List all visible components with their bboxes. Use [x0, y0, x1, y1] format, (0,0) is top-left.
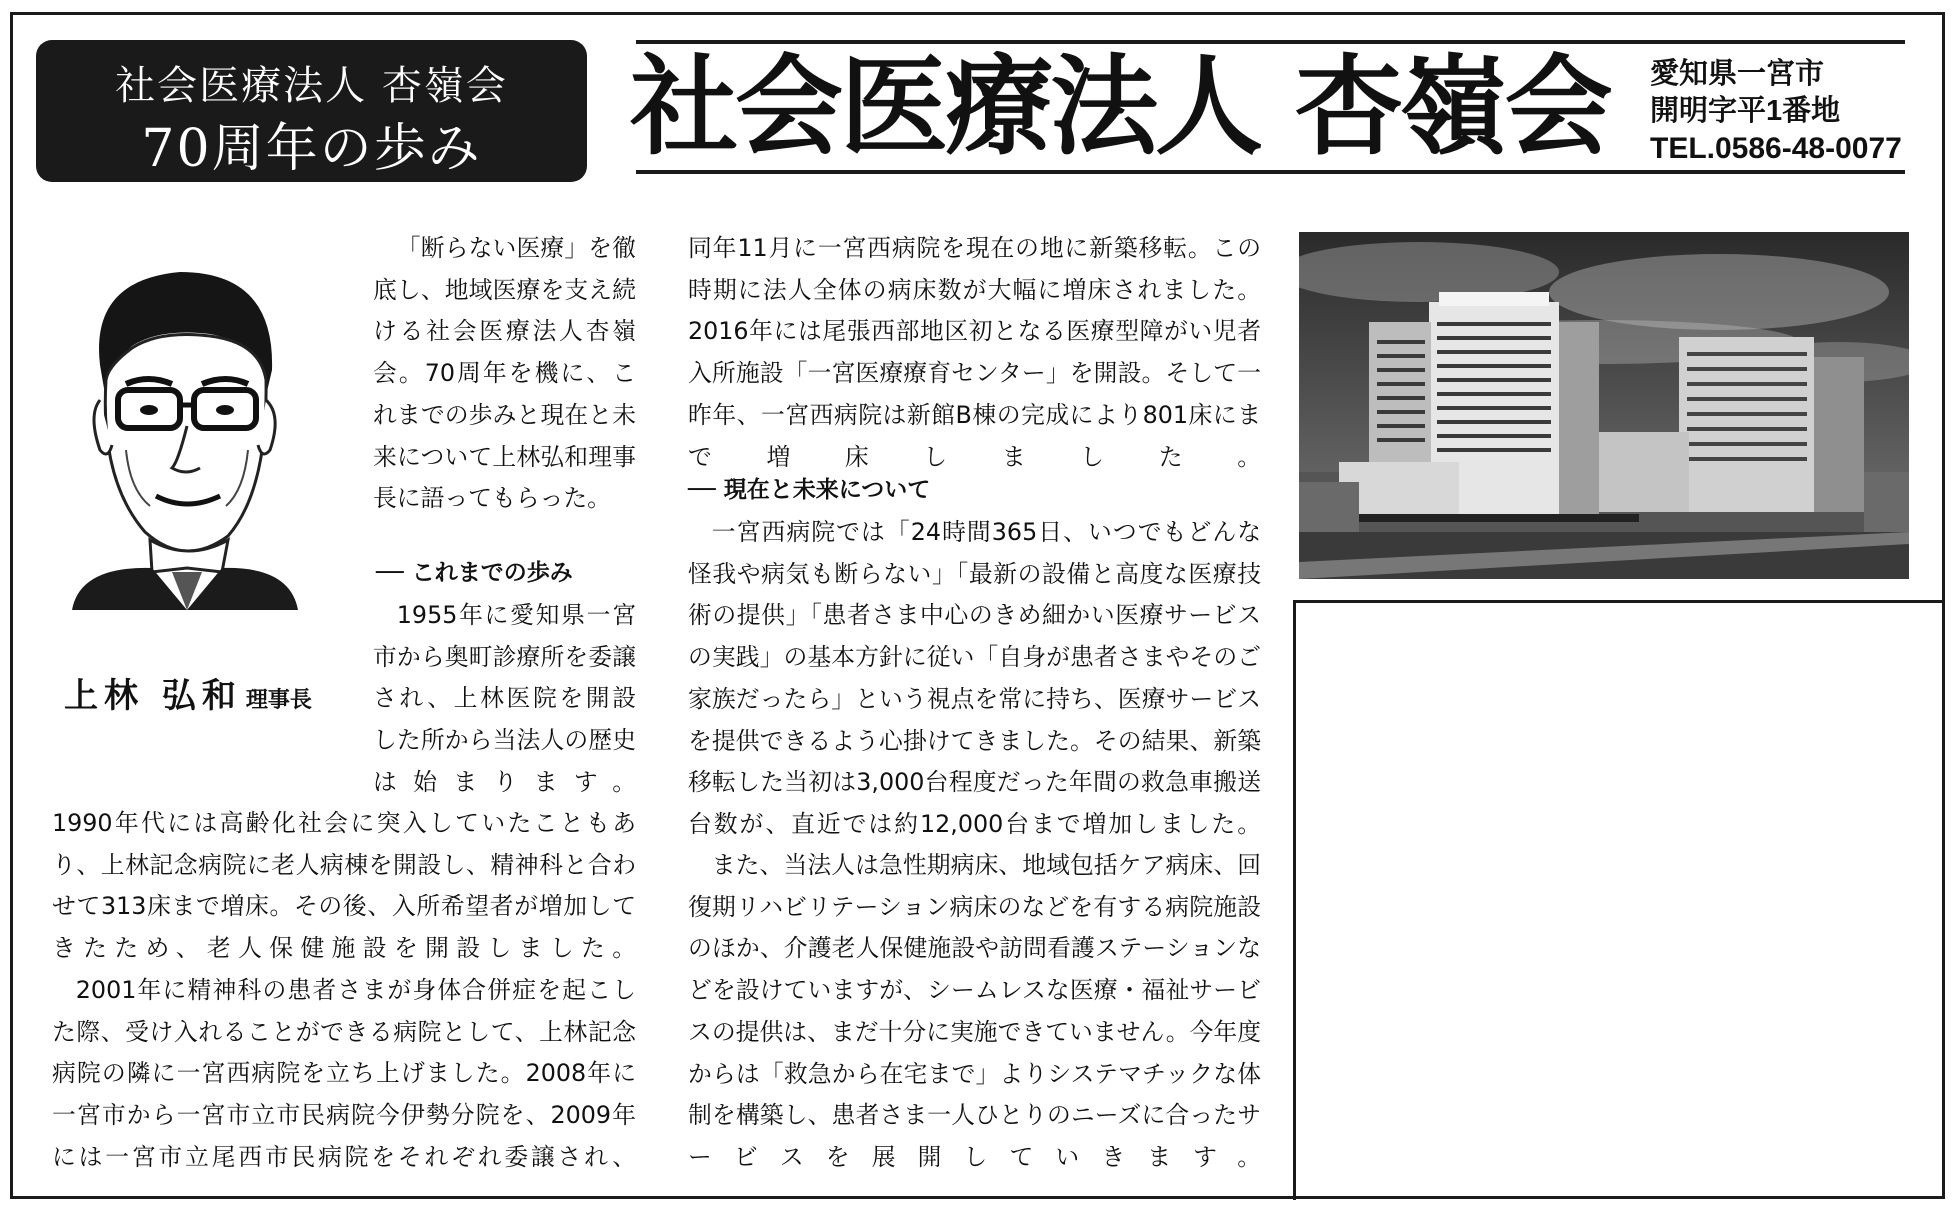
masthead-title: 社会医療法人 杏嶺会	[630, 45, 1610, 170]
subhead-present-future: ── 現在と未来について	[688, 477, 931, 503]
person-name: 上林 弘和	[64, 676, 242, 716]
intro-paragraph: 「断らない医療」を徹底し、地域医療を支え続ける社会医療法人杏嶺会。70周年を機に、これまでの歩みと現在と未来について上林弘和理事長に語ってもらった。	[373, 234, 636, 513]
history-paragraph-continued: 同年11月に一宮西病院を現在の地に新築移転。この時期に法人全体の病床数が大幅に増床されました。2016年には尾張西部地区初となる医療型障がい児者入所施設「一宮医療療育センター」を開設。そして一昨年、一宮西病院は新館B棟の完成により801床にまで増床しました。	[688, 234, 1261, 471]
badge-organization: 社会医療法人 杏嶺会	[115, 63, 508, 109]
masthead-address	[1650, 56, 1910, 167]
anniversary-badge	[36, 40, 587, 182]
column-divider	[1293, 600, 1296, 1200]
hospital-photo	[1299, 232, 1909, 579]
present-paragraph-2: また、当法人は急性期病床、地域包括ケア病床、回復期リハビリテーション病床のなどを有する病院施設のほか、介護老人保健施設や訪問看護ステーションなどを設けていますが、シームレスな医療・福祉サービスの提供は、まだ十分に実施できていません。今年度からは「救急から在宅まで」よりシステマチックな体制を構築し、患者さま一人ひとりのニーズに合ったサービスを展開していきます。	[688, 851, 1261, 1171]
person-name-block	[64, 668, 312, 717]
person-title: 理事長	[245, 688, 312, 713]
address-line-1: 愛知県一宮市	[1650, 58, 1825, 90]
badge-anniversary: 70周年の歩み	[141, 119, 482, 179]
photo-frame-rule	[1295, 600, 1945, 603]
present-paragraph-1: 一宮西病院では「24時間365日、いつでもどんな怪我や病気も断らない」「最新の設備と高度な医療技術の提供」「患者さま中心のきめ細かい医療サービスの実践」の基本方針に従い「自身が患者さまやそのご家族だったら」という視点を常に持ち、医療サービスを提供できるよう心掛けてきました。その結果、新築移転した当初は3,000台程度だった年間の救急車搬送台数が、直近では約12,000台まで増加しました。	[688, 518, 1261, 838]
chairman-portrait	[60, 250, 310, 610]
history-paragraph-1955: 1955年に愛知県一宮市から奥町診療所を委譲され、上林医院を開設した所から当法人の歴史は始まります。	[373, 601, 636, 796]
history-paragraph-2001: 2001年に精神科の患者さまが身体合併症を起こした際、受け入れることができる病院として、上林記念病院の隣に一宮西病院を立ち上げました。2008年に一宮市から一宮市立市民病院今伊勢分院を、2009年には一宮市立尾西市民病院をそれぞれ委譲され、	[52, 976, 636, 1171]
subhead-history: ── これまでの歩み	[376, 560, 573, 586]
telephone: TEL.0586-48-0077	[1650, 132, 1902, 165]
masthead-top-rule	[636, 40, 1905, 44]
hospital-building-image	[1299, 232, 1909, 579]
masthead-bottom-rule	[636, 170, 1905, 174]
history-paragraph-1990: 1990年代には高齢化社会に突入していたこともあり、上林記念病院に老人病棟を開設し、精神科と合わせて313床まで増床。その後、入所希望者が増加してきたため、老人保健施設を開設しました。	[52, 809, 636, 963]
address-line-2: 開明字平1番地	[1650, 95, 1841, 127]
